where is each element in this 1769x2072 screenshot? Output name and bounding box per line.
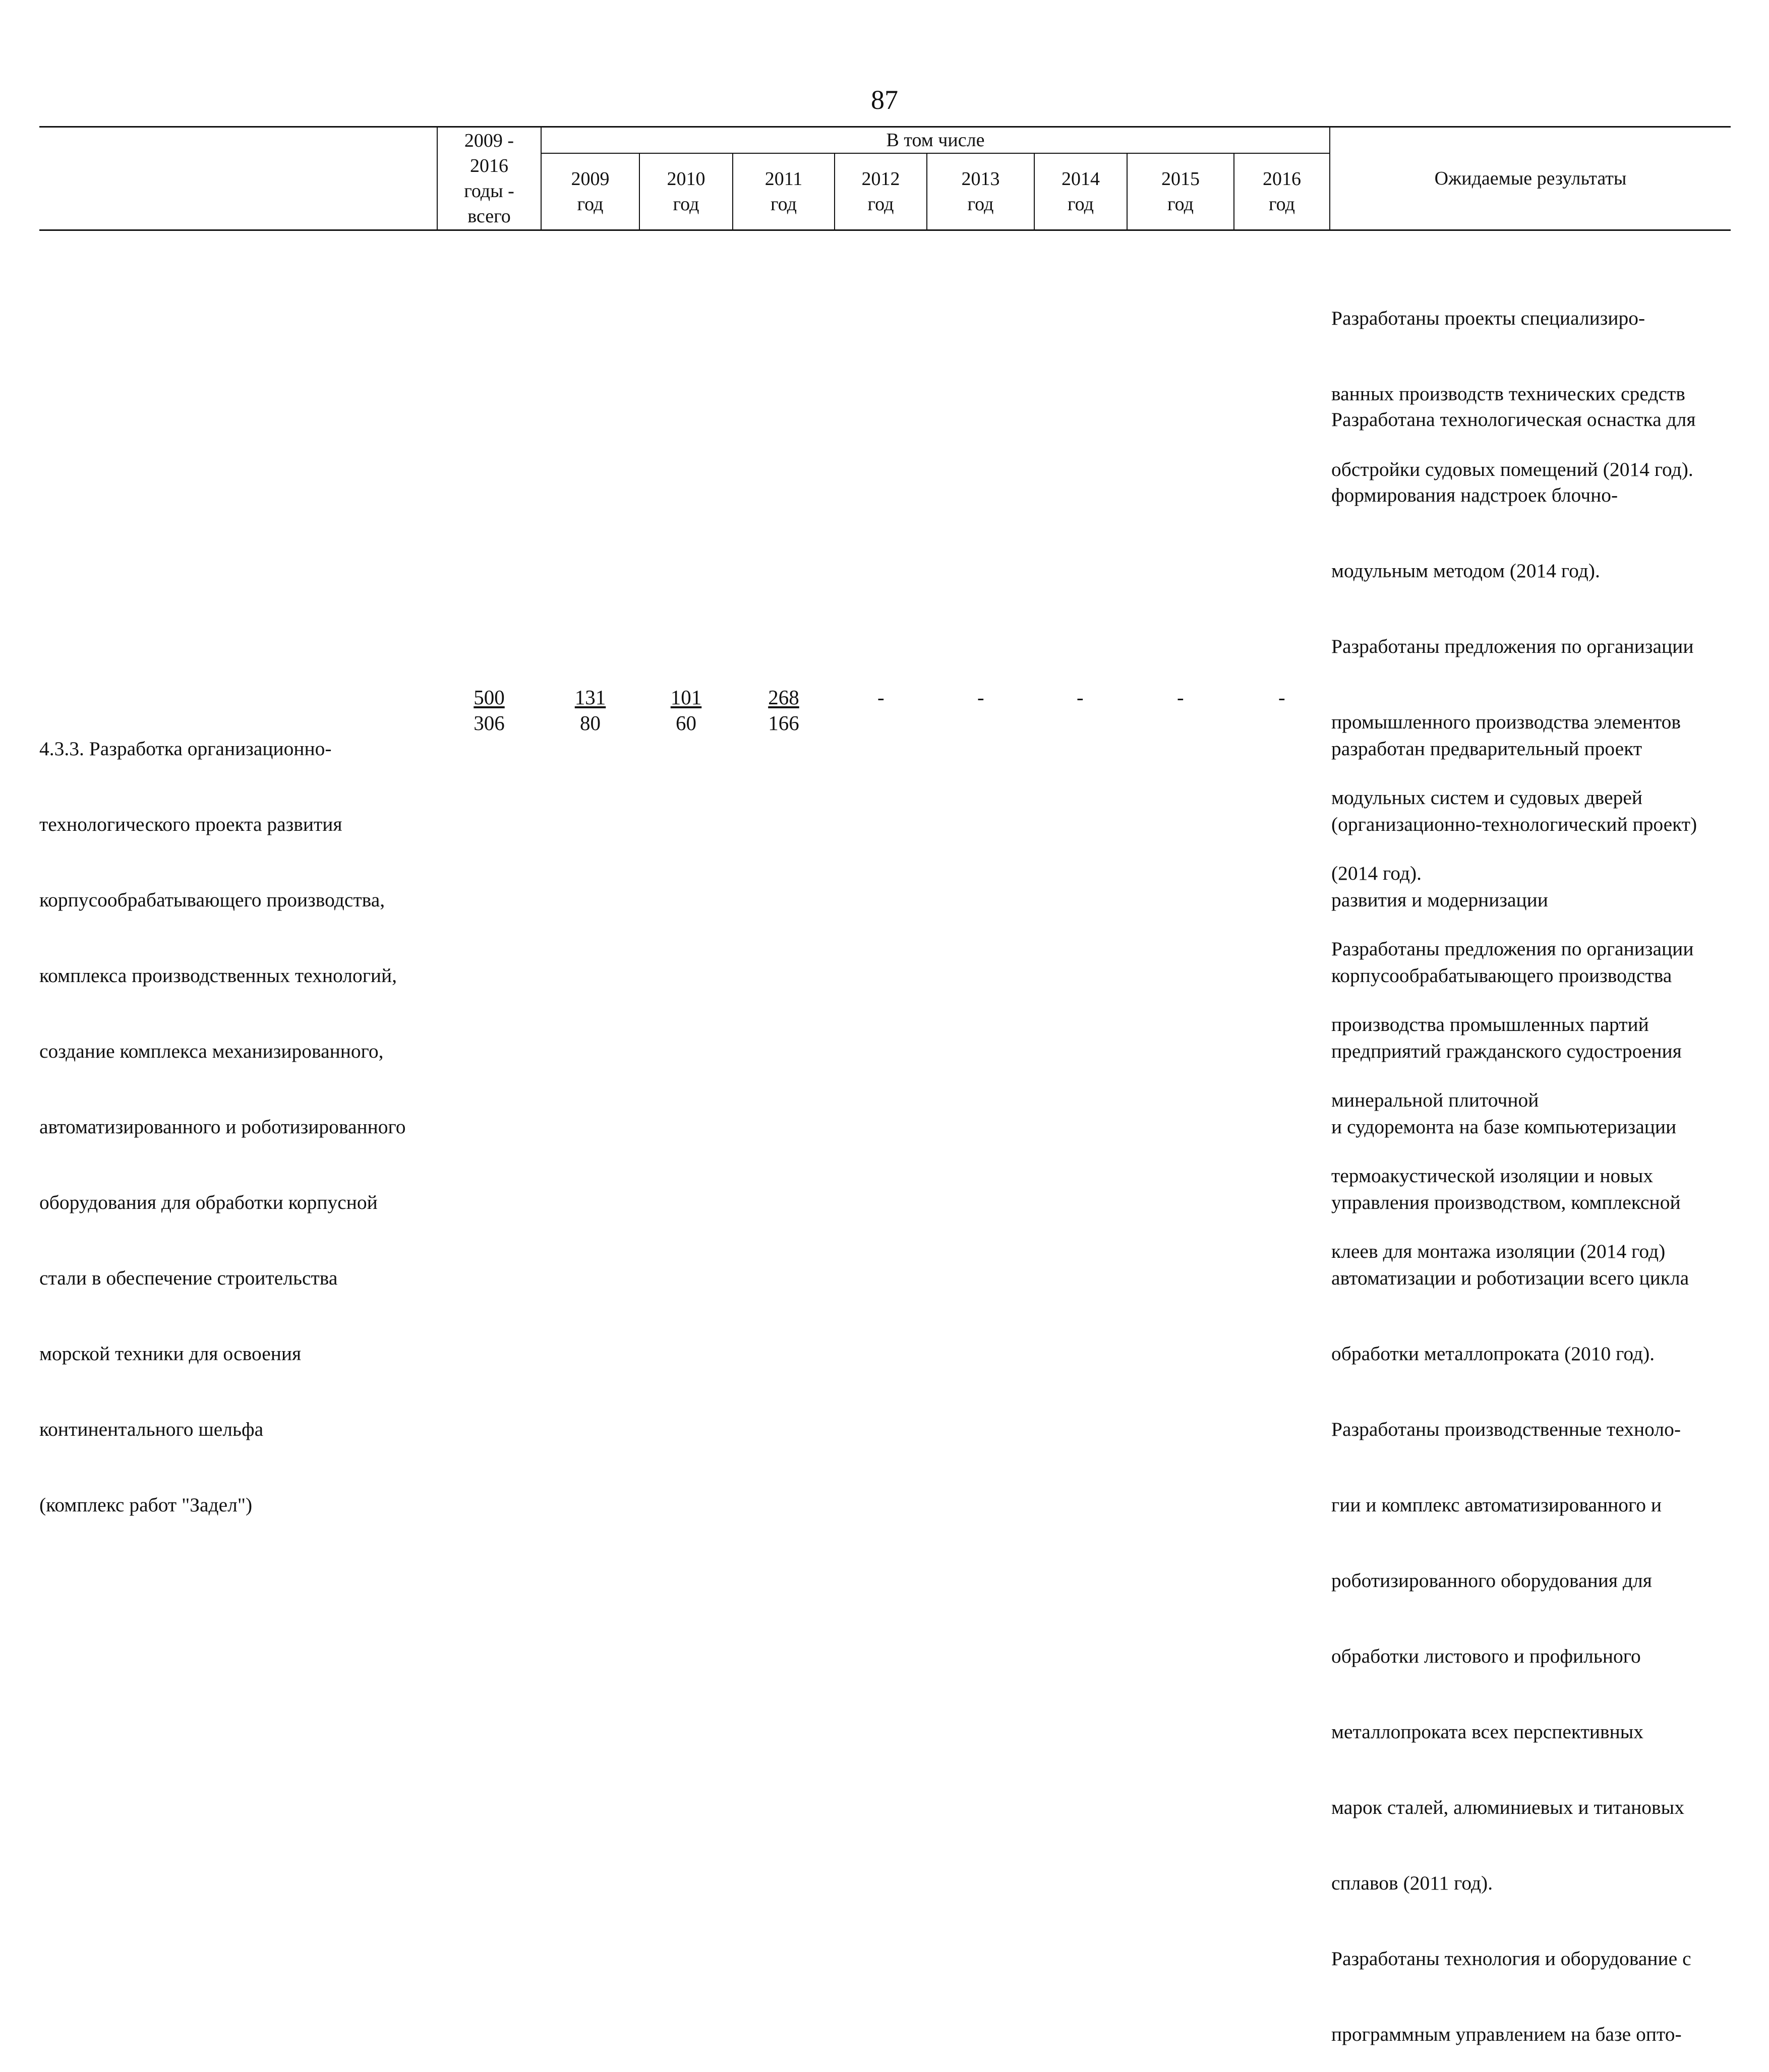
text-line: стали в обеспечение строительства bbox=[39, 1267, 338, 1289]
header-year-cell bbox=[640, 154, 732, 229]
value-2015-dash: - bbox=[1177, 686, 1184, 709]
text-line: минеральной плиточной bbox=[1331, 1089, 1539, 1111]
header-year-unit: год bbox=[577, 194, 604, 215]
value-total-bottom: 306 bbox=[474, 711, 505, 735]
text-line: обстройки судовых помещений (2014 год). bbox=[1331, 458, 1693, 480]
text-line: морской техники для освоения bbox=[39, 1343, 302, 1365]
value-2011-bottom: 166 bbox=[768, 711, 799, 735]
text-line: гии и комплекс автоматизированного и bbox=[1331, 1494, 1662, 1516]
text-line: роботизированного оборудования для bbox=[1331, 1569, 1652, 1592]
header-year: 2012 bbox=[861, 168, 900, 190]
header-year-cell bbox=[1128, 154, 1233, 229]
text-line: комплекса производственных технологий, bbox=[39, 964, 397, 987]
text-line: модульным методом (2014 год). bbox=[1331, 560, 1600, 582]
header-year: 2013 bbox=[961, 168, 1000, 190]
total-value-cell bbox=[438, 685, 541, 736]
header-year: 2011 bbox=[764, 168, 803, 190]
header-year-unit: год bbox=[1167, 194, 1194, 215]
text-line: автоматизации и роботизации всего цикла bbox=[1331, 1267, 1689, 1289]
header-year: 2015 bbox=[1161, 168, 1200, 190]
text-line: обработки металлопроката (2010 год). bbox=[1331, 1343, 1655, 1365]
text-line: металлопроката всех перспективных bbox=[1331, 1721, 1644, 1743]
header-total-line: 2016 bbox=[469, 155, 508, 176]
text-line: Разработаны производственные техноло- bbox=[1331, 1418, 1681, 1440]
value-total-top: 500 bbox=[474, 686, 505, 709]
text-line: термоакустической изоляции и новых bbox=[1331, 1165, 1654, 1187]
header-year: 2009 bbox=[571, 168, 610, 190]
text-line: управления производством, комплексной bbox=[1331, 1191, 1681, 1213]
text-line: разработан предварительный проект bbox=[1331, 738, 1642, 760]
text-line: Разработана технологическая оснастка для bbox=[1331, 408, 1696, 431]
text-line: 4.3.3. Разработка организационно- bbox=[39, 738, 332, 760]
year-value-cell bbox=[542, 685, 639, 736]
value-2013-dash: - bbox=[977, 686, 984, 709]
text-line: формирования надстроек блочно- bbox=[1331, 484, 1618, 506]
text-line: оборудования для обработки корпусной bbox=[39, 1191, 378, 1213]
text-line: обработки листового и профильного bbox=[1331, 1645, 1641, 1667]
text-line: клеев для монтажа изоляции (2014 год) bbox=[1331, 1240, 1666, 1262]
header-year-unit: год bbox=[1269, 194, 1295, 215]
text-line: Разработаны проекты специализиро- bbox=[1331, 307, 1645, 329]
year-value-cell bbox=[640, 685, 732, 736]
text-line: модульных систем и судовых дверей bbox=[1331, 786, 1643, 809]
text-line: автоматизированного и роботизированного bbox=[39, 1116, 406, 1138]
value-2011-top: 268 bbox=[768, 686, 799, 709]
value-2016-dash: - bbox=[1278, 686, 1285, 709]
header-year-cell bbox=[835, 154, 926, 229]
text-line: Разработаны предложения по организации bbox=[1331, 635, 1694, 657]
row-description bbox=[39, 686, 406, 1543]
header-total-line: 2009 - bbox=[464, 130, 514, 151]
text-line: промышленного производства элементов bbox=[1331, 711, 1681, 733]
value-2009-top: 131 bbox=[574, 686, 606, 709]
header-total-cell bbox=[438, 127, 541, 229]
text-line: Разработаны технология и оборудование с bbox=[1331, 1947, 1691, 1970]
header-year-cell bbox=[542, 154, 639, 229]
header-year: 2010 bbox=[667, 168, 705, 190]
header-year: 2014 bbox=[1062, 168, 1100, 190]
header-year-cell bbox=[927, 154, 1034, 229]
table-header-bottom-rule bbox=[39, 229, 1731, 231]
header-year-cell bbox=[1234, 154, 1329, 229]
text-line: развития и модернизации bbox=[1331, 889, 1548, 911]
text-line: континентального шельфа bbox=[39, 1418, 264, 1440]
value-2010-top: 101 bbox=[670, 686, 702, 709]
header-year: 2016 bbox=[1263, 168, 1301, 190]
text-line: корпусообрабатывающего производства, bbox=[39, 889, 385, 911]
text-line: (2014 год). bbox=[1331, 862, 1422, 884]
header-year-cell bbox=[1035, 154, 1127, 229]
text-line: ванных производств технических средств bbox=[1331, 383, 1685, 405]
text-line: Разработаны предложения по организации bbox=[1331, 938, 1694, 960]
page-number: 87 bbox=[871, 85, 898, 115]
header-year-unit: год bbox=[673, 194, 699, 215]
text-line: программным управлением на базе опто- bbox=[1331, 2023, 1682, 2045]
text-line: марок сталей, алюминиевых и титановых bbox=[1331, 1796, 1684, 1818]
header-group-label: В том числе bbox=[886, 130, 985, 151]
header-year-unit: год bbox=[867, 194, 894, 215]
value-2012-dash: - bbox=[877, 686, 885, 709]
value-2010-bottom: 60 bbox=[676, 711, 696, 735]
header-year-unit: год bbox=[1068, 194, 1094, 215]
text-line: предприятий гражданского судостроения bbox=[1331, 1040, 1682, 1062]
value-2014-dash: - bbox=[1077, 686, 1084, 709]
text-line: (комплекс работ "Задел") bbox=[39, 1494, 253, 1516]
year-value-cell bbox=[733, 685, 834, 736]
header-year-unit: год bbox=[967, 194, 994, 215]
text-line: сплавов (2011 год). bbox=[1331, 1872, 1493, 1894]
header-total-line: всего bbox=[467, 205, 511, 227]
header-results-label: Ожидаемые результаты bbox=[1434, 167, 1627, 189]
text-line: технологического проекта развития bbox=[39, 813, 342, 835]
text-line: и судоремонта на базе компьютеризации bbox=[1331, 1116, 1677, 1138]
header-year-unit: год bbox=[771, 194, 797, 215]
text-line: производства промышленных партий bbox=[1331, 1013, 1649, 1035]
row-results bbox=[1331, 686, 1697, 2072]
header-total-line: годы - bbox=[464, 180, 514, 202]
header-year-cell bbox=[733, 154, 834, 229]
text-line: корпусообрабатывающего производства bbox=[1331, 964, 1672, 987]
value-2009-bottom: 80 bbox=[580, 711, 601, 735]
text-line: создание комплекса механизированного, bbox=[39, 1040, 384, 1062]
text-line: (организационно-технологический проект) bbox=[1331, 813, 1697, 835]
